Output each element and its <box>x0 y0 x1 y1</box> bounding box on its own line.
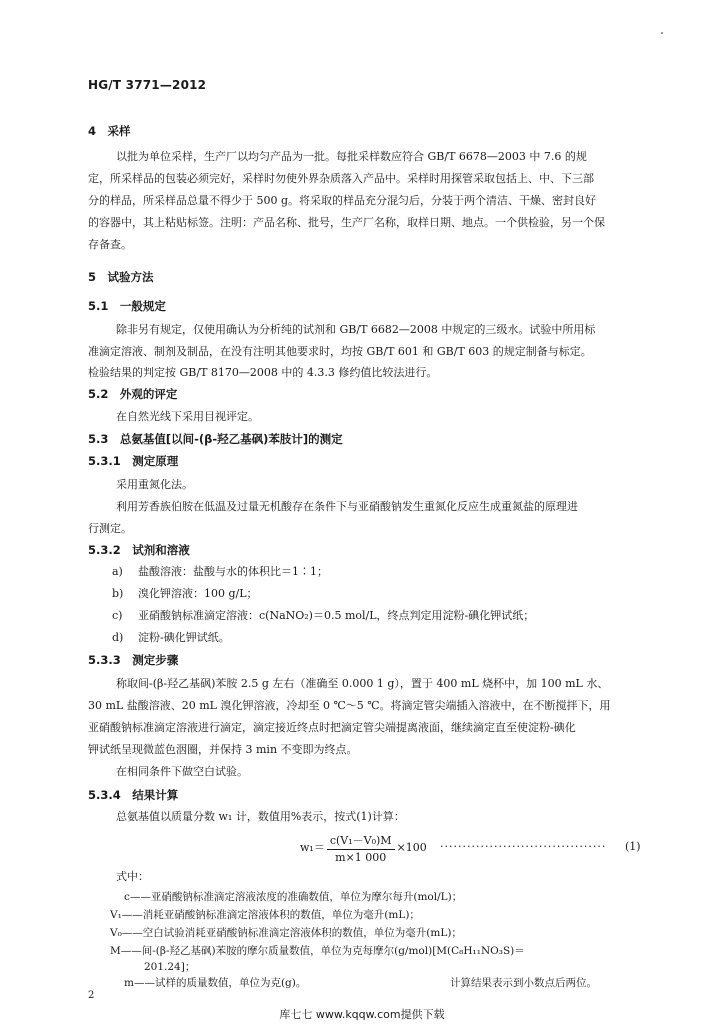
s534-intro: 总氨基值以质量分数 w₁ 计，数值用%表示，按式(1)计算： <box>116 810 405 823</box>
s4-line-1: 以批为单位采样，生产厂以均匀产品为一批。每批采样数应符合 GB/T 6678—2003 中 7.6 的规 <box>116 150 587 163</box>
formula-denominator: m×1 000 <box>335 851 387 864</box>
s51-line-1: 除非另有规定，仅使用确认为分析纯的试剂和 GB/T 6682—2008 中规定的三级水。试验中所用标 <box>116 323 596 336</box>
s51-line-2: 准滴定溶液、制剂及制品，在没有注明其他要求时，均按 GB/T 601 和 GB/T 603 的规定制备与标定。 <box>88 345 592 358</box>
page-number: 2 <box>88 990 95 1001</box>
def-m-molar: M——间-(β-羟乙基砜)苯胺的摩尔质量数值，单位为克每摩尔(g/mol)[M(C₈H₁₁NO₃S)＝ <box>110 945 525 957</box>
standard-code: HG/T 3771—2012 <box>88 78 207 92</box>
reagent-item-d: d) 淀粉-碘化钾试纸。 <box>112 631 230 644</box>
s52-text: 在自然光线下采用目视评定。 <box>116 410 259 423</box>
section-5-3-2-heading: 5.3.2 试剂和溶液 <box>88 543 190 557</box>
reagent-item-c: c) 亚硝酸钠标准滴定溶液：c(NaNO₂)＝0.5 mol/L，终点判定用淀粉-碘化钾试纸； <box>112 609 535 622</box>
download-footer: 库七七 www.kqqw.com提供下载 <box>279 1008 445 1021</box>
section-5-3-1-heading: 5.3.1 测定原理 <box>88 454 179 468</box>
formula-1 <box>300 832 427 864</box>
s4-line-4: 的容器中，其上粘贴标签。注明：产品名称、批号，生产厂名称，取样日期、地点。一个供检验，另一个保 <box>88 216 605 229</box>
s531-line-2: 利用芳香族伯胺在低温及过量无机酸存在条件下与亚硝酸钠发生重氮化反应生成重氮盐的原理进 <box>116 500 578 513</box>
s51-line-3: 检验结果的判定按 GB/T 8170—2008 中的 4.3.3 修约值比较法进行。 <box>88 366 438 379</box>
def-m-mass: m——试样的质量数值，单位为克(g)。 <box>124 977 307 989</box>
def-v1: V₁——消耗亚硝酸钠标准滴定溶液体积的数值，单位为毫升(mL)； <box>110 909 420 921</box>
s533-line-2: 30 mL 盐酸溶液、20 mL 溴化钾溶液，冷却至 0 ℃～5 ℃。将滴定管尖端插入溶液中，在不断搅拌下，用 <box>88 699 611 712</box>
s4-line-2: 定，所采样品的包装必须完好，采样时勿使外界杂质落入产品中。采样时用探管采取包括上、中、下三部 <box>88 172 594 185</box>
formula-leader-dots: ····································· <box>440 840 607 853</box>
section-5-3-4-heading: 5.3.4 结果计算 <box>88 788 179 802</box>
s533-line-4: 钾试纸呈现微蓝色洇圈，并保持 3 min 不变即为终点。 <box>88 743 358 756</box>
section-5-2-heading: 5.2 外观的评定 <box>88 387 178 401</box>
formula-tail: ×100 <box>396 841 427 854</box>
s531-line-3: 行测定。 <box>88 522 132 535</box>
s533-line-1: 称取间-(β-羟乙基砜)苯胺 2.5 g 左右（准确至 0.000 1 g），置于 400 mL 烧杯中，加 100 mL 水、 <box>116 677 609 690</box>
section-4-heading: 4 采样 <box>88 124 131 138</box>
section-5-heading: 5 试验方法 <box>88 270 154 284</box>
formula-fraction <box>327 832 395 864</box>
result-precision: 计算结果表示到小数点后两位。 <box>450 977 597 989</box>
def-v0: V₀——空白试验消耗亚硝酸钠标准滴定溶液体积的数值，单位为毫升(mL)； <box>110 927 462 939</box>
s533-line-3: 亚硝酸钠标准滴定溶液进行滴定，滴定接近终点时把滴定管尖端提离液面，继续滴定直至使淀粉-碘化 <box>88 721 576 734</box>
reagent-item-b: b) 溴化钾溶液：100 g/L； <box>112 587 258 600</box>
formula-lhs: w₁＝ <box>300 841 325 854</box>
where-label: 式中： <box>116 870 149 883</box>
scan-speck <box>661 32 663 34</box>
s4-line-5: 存备查。 <box>88 238 132 251</box>
def-c: c——亚硝酸钠标准滴定溶液浓度的准确数值，单位为摩尔每升(mol/L)； <box>124 891 463 903</box>
def-m-molar-value: 201.24]； <box>144 961 196 973</box>
s531-line-1: 采用重氮化法。 <box>116 478 193 491</box>
s533-blank-test: 在相同条件下做空白试验。 <box>116 765 248 778</box>
section-5-3-3-heading: 5.3.3 测定步骤 <box>88 653 179 667</box>
section-5-1-heading: 5.1 一般规定 <box>88 299 166 313</box>
section-5-3-heading: 5.3 总氨基值[以间-(β-羟乙基砜)苯肢计]的测定 <box>88 432 343 446</box>
reagent-item-a: a) 盐酸溶液：盐酸与水的体积比＝1∶1； <box>112 565 328 578</box>
s4-line-3: 分的样品，所采样品总量不得少于 500 g。将采取的样品充分混匀后，分装于两个清洁、干燥、密封良好 <box>88 194 597 207</box>
formula-numerator: c(V₁－V₀)M <box>327 832 395 850</box>
formula-number: (1) <box>625 840 641 853</box>
